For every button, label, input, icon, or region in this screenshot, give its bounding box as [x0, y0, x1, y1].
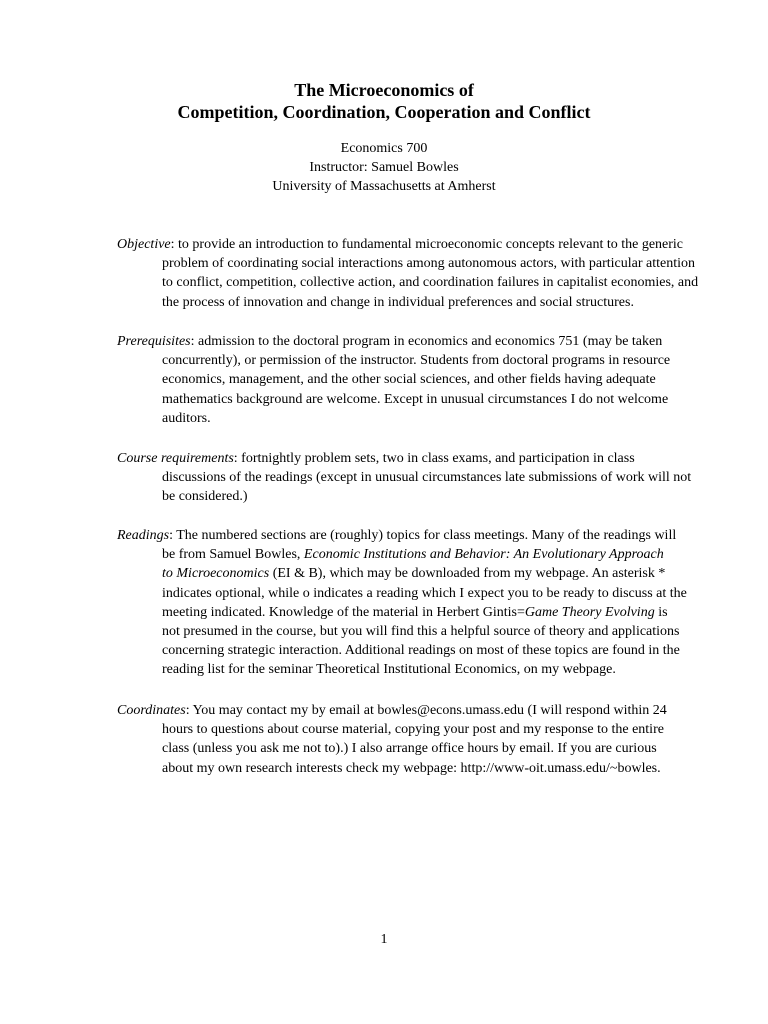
objective-label: Objective	[117, 237, 171, 252]
book-title: Economic Institutions and Behavior: An Evolutionary Approach	[303, 547, 664, 563]
university-name: University of Massachusetts at Amherst	[272, 179, 496, 194]
prerequisites-line-1: Prerequisites: admission to the doctoral program in economics and economics 751 (may be taken	[117, 334, 663, 349]
gintis-book-title: Game Theory Evolving	[524, 604, 655, 620]
prerequisites-line-4: mathematics background are welcome. Except in unusual circumstances I do not welcome	[162, 391, 669, 407]
readings-line-7: concerning strategic interaction. Additional readings on most of these topics are found in the	[162, 643, 680, 659]
page-number: 1	[380, 932, 388, 947]
document-title	[0, 79, 768, 123]
readings-line-5: meeting indicated. Knowledge of the material in Herbert Gintis=Game Theory Evolving is	[162, 604, 668, 620]
course-requirements-line-1: Course requirements: fortnightly problem sets, two in class exams, and participation in class	[117, 451, 635, 466]
course-number: Economics 700	[340, 141, 428, 156]
objective-line-1: Objective: to provide an introduction to fundamental microeconomic concepts relevant to the generic	[117, 237, 684, 252]
objective-line-3: to conflict, competition, collective action, and coordination failures in capitalist economies, and	[162, 275, 699, 291]
objective-line-2: problem of coordinating social interactions among autonomous actors, with particular attention	[162, 256, 696, 272]
prerequisites-label: Prerequisites	[117, 334, 191, 349]
coordinates-section	[117, 701, 707, 778]
title-line-1: The Microeconomics of	[294, 80, 474, 100]
prerequisites-line-2: concurrently), or permission of the instructor. Students from doctoral programs in resource	[162, 353, 671, 369]
coordinates-line-3: class (unless you ask me not to).) I also arrange office hours by email. If you are curious	[162, 741, 657, 757]
prerequisites-line-3: economics, management, and the other social sciences, and other fields having adequate	[162, 372, 656, 388]
readings-line-6: not presumed in the course, but you will find this a helpful source of theory and applications	[162, 624, 680, 640]
readings-line-4: indicates optional, while o indicates a reading which I expect you to be ready to discuss at the	[162, 585, 687, 601]
instructor-name: Instructor: Samuel Bowles	[309, 160, 459, 175]
title-line-2: Competition, Coordination, Cooperation and Conflict	[177, 102, 591, 122]
coordinates-line-4: about my own research interests check my webpage: http://www-oit.umass.edu/~bowles.	[162, 760, 661, 776]
prerequisites-line-5: auditors.	[162, 410, 211, 426]
objective-section	[117, 235, 707, 312]
readings-line-3: to Microeconomics (EI & B), which may be downloaded from my webpage. An asterisk *	[162, 566, 666, 582]
readings-section	[117, 526, 707, 680]
coordinates-line-1: Coordinates: You may contact my by email at bowles@econs.umass.edu (I will respond within 24	[117, 703, 667, 718]
coordinates-label: Coordinates	[117, 703, 186, 718]
course-requirements-line-3: be considered.)	[162, 489, 248, 505]
readings-line-2: be from Samuel Bowles, Economic Institutions and Behavior: An Evolutionary Approach	[162, 547, 664, 563]
course-info	[0, 139, 768, 196]
readings-line-1: Readings: The numbered sections are (roughly) topics for class meetings. Many of the readings will	[117, 528, 677, 543]
book-title-cont: to Microeconomics	[162, 566, 270, 582]
course-requirements-section	[117, 449, 707, 507]
readings-line-8: reading list for the seminar Theoretical Institutional Economics, on my webpage.	[162, 662, 616, 678]
course-requirements-label: Course requirements	[117, 451, 234, 466]
readings-label: Readings	[117, 528, 170, 543]
objective-line-4: the process of innovation and change in individual preferences and social structures.	[162, 294, 634, 310]
coordinates-line-2: hours to questions about course material, copying your post and my response to the entire	[162, 722, 664, 738]
prerequisites-section	[117, 332, 707, 428]
course-requirements-line-2: discussions of the readings (except in unusual circumstances late submissions of work will not	[162, 470, 692, 486]
